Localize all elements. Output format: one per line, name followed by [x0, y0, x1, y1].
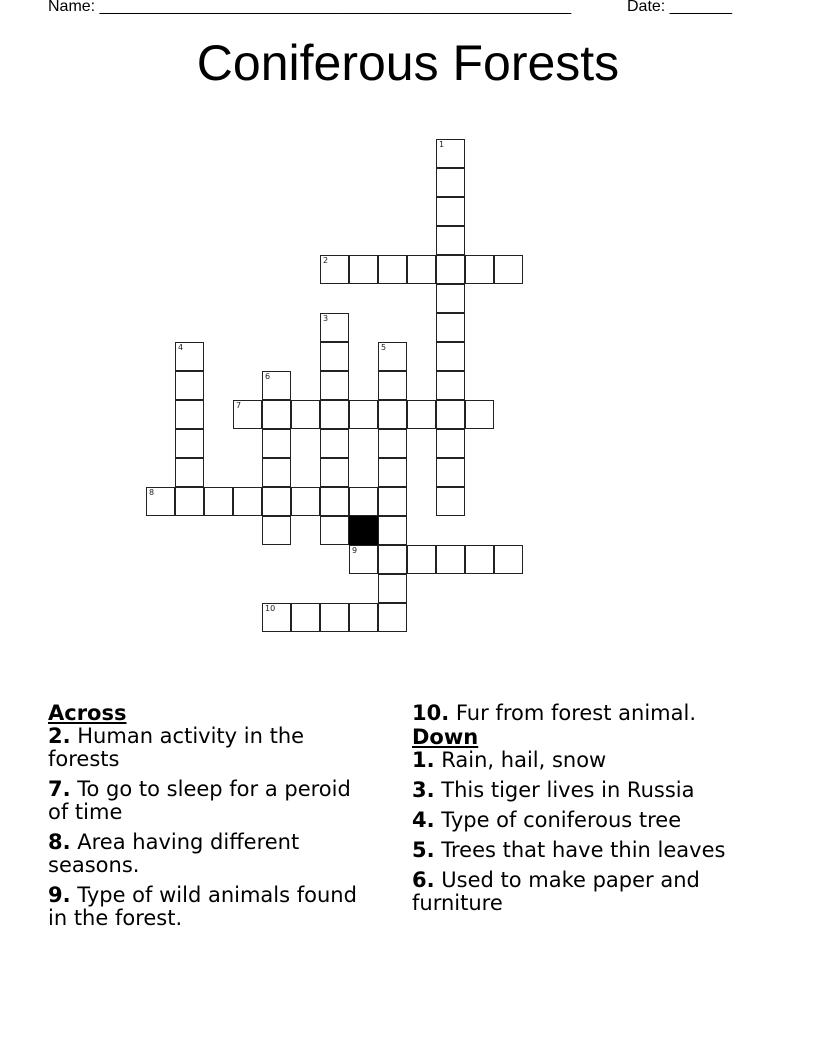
clue-number: 3.	[412, 778, 435, 802]
grid-cell[interactable]	[378, 545, 407, 574]
clue-across-8	[48, 831, 368, 877]
clue-number-label: 6	[265, 372, 271, 381]
clue-number-label: 3	[323, 314, 329, 323]
clue-number: 1.	[412, 748, 435, 772]
grid-cell[interactable]	[349, 545, 378, 574]
clue-across-9	[48, 884, 368, 930]
grid-cell[interactable]	[494, 255, 523, 284]
grid-cell[interactable]	[320, 342, 349, 371]
clue-text: Human activity in the forests	[48, 724, 305, 771]
grid-cell[interactable]	[262, 458, 291, 487]
grid-cell[interactable]	[407, 255, 436, 284]
grid-cell[interactable]	[407, 400, 436, 429]
clue-number: 2.	[48, 724, 71, 748]
grid-cell[interactable]	[204, 487, 233, 516]
grid-cell[interactable]	[262, 487, 291, 516]
grid-cell[interactable]	[378, 487, 407, 516]
grid-cell[interactable]	[378, 400, 407, 429]
clue-across-10	[412, 702, 772, 725]
grid-cell[interactable]	[436, 429, 465, 458]
clue-across-7	[48, 778, 368, 824]
grid-cell[interactable]	[436, 342, 465, 371]
grid-cell[interactable]	[378, 371, 407, 400]
grid-cell[interactable]	[349, 487, 378, 516]
clue-number-label: 7	[236, 401, 242, 410]
crossword-grid	[146, 139, 530, 639]
grid-cell[interactable]	[262, 429, 291, 458]
clue-number: 9.	[48, 883, 71, 907]
clue-number-label: 8	[149, 488, 155, 497]
grid-cell[interactable]	[436, 400, 465, 429]
grid-cell[interactable]	[262, 371, 291, 400]
grid-cell[interactable]	[320, 429, 349, 458]
name-field	[48, 0, 571, 16]
grid-cell[interactable]	[320, 458, 349, 487]
grid-cell[interactable]	[436, 458, 465, 487]
grid-cell[interactable]	[233, 400, 262, 429]
grid-cell[interactable]	[320, 487, 349, 516]
grid-cell[interactable]	[175, 371, 204, 400]
grid-cell[interactable]	[320, 371, 349, 400]
grid-cell[interactable]	[349, 400, 378, 429]
clue-number-label: 5	[381, 343, 387, 352]
clue-text: Fur from forest animal.	[449, 701, 697, 725]
grid-cell[interactable]	[262, 400, 291, 429]
grid-cell[interactable]	[378, 342, 407, 371]
grid-cell[interactable]	[175, 429, 204, 458]
grid-cell[interactable]	[320, 400, 349, 429]
grid-cell[interactable]	[175, 458, 204, 487]
grid-cell[interactable]	[436, 545, 465, 574]
clue-across-2	[48, 725, 368, 771]
clue-text: Trees that have thin leaves	[434, 838, 726, 862]
clue-text: Area having different seasons.	[48, 830, 300, 877]
clue-down-3	[412, 779, 772, 802]
clue-down-1	[412, 749, 772, 772]
grid-cell[interactable]	[320, 516, 349, 545]
grid-cell[interactable]	[436, 255, 465, 284]
clue-number-label: 4	[178, 343, 184, 352]
grid-cell[interactable]	[262, 603, 291, 632]
date-field	[627, 0, 732, 16]
clue-number: 10.	[412, 701, 450, 725]
grid-cell[interactable]	[465, 255, 494, 284]
clue-number-label: 10	[265, 604, 276, 613]
grid-cell[interactable]	[175, 342, 204, 371]
grid-cell[interactable]	[465, 545, 494, 574]
clue-text: To go to sleep for a peroid of time	[48, 777, 351, 824]
clue-number: 5.	[412, 838, 435, 862]
grid-cell[interactable]	[233, 487, 262, 516]
grid-cell[interactable]	[146, 487, 175, 516]
clue-down-6	[412, 869, 772, 915]
clue-number-label: 9	[352, 546, 358, 555]
grid-cell[interactable]	[436, 487, 465, 516]
grid-cell[interactable]	[407, 545, 436, 574]
grid-cell[interactable]	[378, 429, 407, 458]
grid-cell[interactable]	[262, 516, 291, 545]
name-blank[interactable]: _____________________________________________________	[95, 0, 572, 15]
clue-number: 4.	[412, 808, 435, 832]
clue-number: 6.	[412, 868, 435, 892]
grid-cell[interactable]	[378, 603, 407, 632]
grid-cell[interactable]	[378, 574, 407, 603]
grid-cell[interactable]	[175, 400, 204, 429]
name-label: Name:	[48, 0, 96, 15]
down-heading: Down	[412, 725, 479, 749]
blocked-cell	[349, 516, 378, 545]
grid-cell[interactable]	[436, 284, 465, 313]
grid-cell[interactable]	[320, 313, 349, 342]
grid-cell[interactable]	[291, 400, 320, 429]
clue-number-label: 1	[439, 140, 445, 149]
grid-cell[interactable]	[436, 139, 465, 168]
date-label: Date:	[627, 0, 666, 15]
clue-number: 7.	[48, 777, 71, 801]
grid-cell[interactable]	[175, 487, 204, 516]
clue-text: Type of wild animals found in the forest.	[48, 883, 357, 930]
clue-text: This tiger lives in Russia	[434, 778, 695, 802]
clue-text: Rain, hail, snow	[434, 748, 607, 772]
clue-text: Used to make paper and furniture	[412, 868, 700, 915]
clue-down-4	[412, 809, 772, 832]
clue-down-5	[412, 839, 772, 862]
grid-cell[interactable]	[349, 255, 378, 284]
grid-cell[interactable]	[436, 371, 465, 400]
grid-cell[interactable]	[494, 545, 523, 574]
across-heading: Across	[48, 701, 127, 725]
grid-cell[interactable]	[291, 603, 320, 632]
grid-cell[interactable]	[436, 313, 465, 342]
grid-cell[interactable]	[436, 168, 465, 197]
grid-cell[interactable]	[465, 400, 494, 429]
grid-cell[interactable]	[320, 255, 349, 284]
grid-cell[interactable]	[436, 197, 465, 226]
grid-cell[interactable]	[320, 603, 349, 632]
clue-number: 8.	[48, 830, 71, 854]
grid-cell[interactable]	[291, 487, 320, 516]
clue-text: Type of coniferous tree	[434, 808, 682, 832]
date-blank[interactable]: _______	[665, 0, 732, 15]
page-title: Coniferous Forests	[196, 35, 620, 91]
grid-cell[interactable]	[436, 226, 465, 255]
clue-number-label: 2	[323, 256, 329, 265]
clues-across-column	[48, 702, 368, 937]
grid-cell[interactable]	[378, 255, 407, 284]
grid-cell[interactable]	[378, 516, 407, 545]
clues-down-column	[412, 702, 772, 922]
grid-cell[interactable]	[349, 603, 378, 632]
grid-cell[interactable]	[378, 458, 407, 487]
